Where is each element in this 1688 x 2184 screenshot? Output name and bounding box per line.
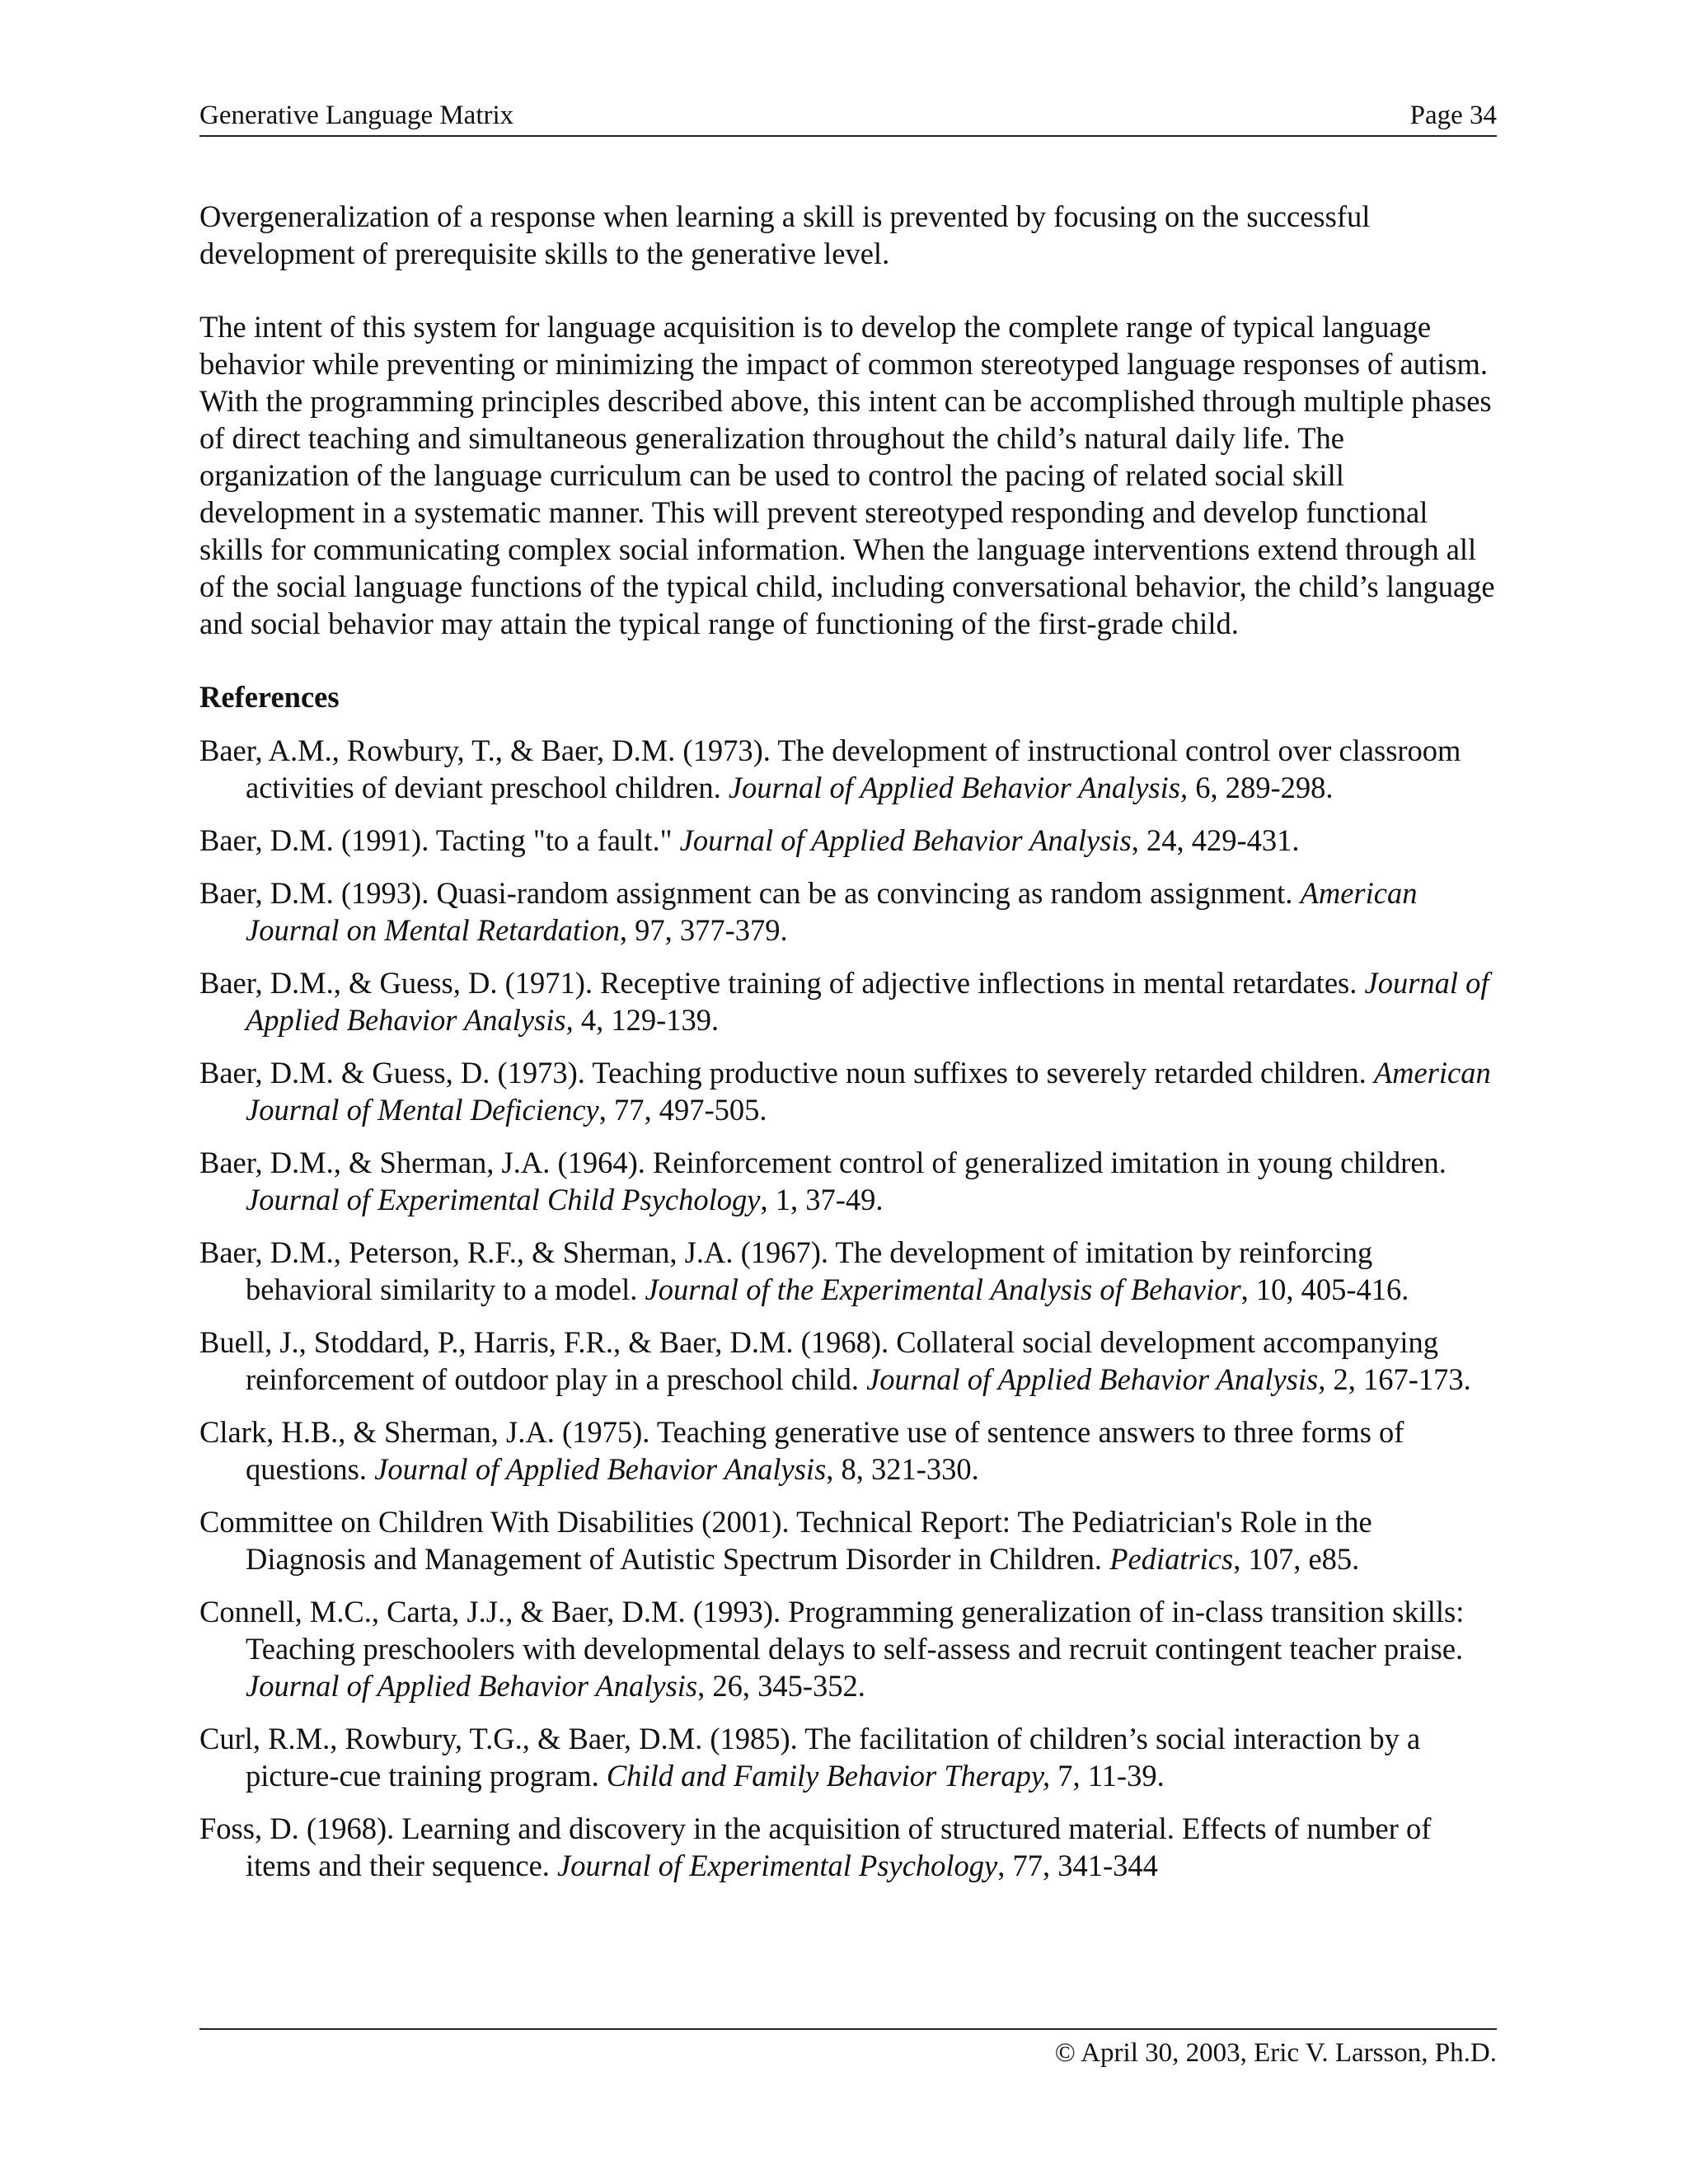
- references-heading: References: [199, 680, 340, 714]
- journal-title: Journal of Experimental Child Psychology: [246, 1183, 761, 1216]
- journal-title: Journal of Applied Behavior Analysis: [246, 1669, 698, 1703]
- reference-item: Baer, D.M. (1991). Tacting "to a fault." Journal of Applied Behavior Analysis, 24, 429-431.: [199, 823, 1300, 857]
- page-footer: [199, 2028, 1497, 2069]
- journal-title: American Journal of Mental Deficiency: [246, 1056, 1491, 1127]
- journal-title: Journal of Applied Behavior Analysis,: [246, 966, 1489, 1037]
- body-paragraph: The intent of this system for language acquisition is to develop the complete range of typical language behavior while preventing or minimizing the impact of common stereotyped language responses of autism. With the programming principles described above, this intent can be accomplished through multiple phases of direct teaching and simultaneous generalization throughout the child’s natural daily life. The organization of the language curriculum can be used to control the pacing of related social skill development in a systematic manner. This will prevent stereotyped responding and develop functional skills for communicating complex social information. When the language interventions extend through all of the social language functions of the typical child, including conversational behavior, the child’s language and social behavior may attain the typical range of functioning of the first-grade child.: [199, 310, 1495, 640]
- journal-title: Pediatrics: [1109, 1542, 1234, 1576]
- reference-item: Baer, D.M., Peterson, R.F., & Sherman, J.A. (1967). The development of imitation by reinforcing behavioral similarity to a model. Journal of the Experimental Analysis of Behavior, 10, 405-416.: [199, 1235, 1409, 1306]
- reference-item: Baer, A.M., Rowbury, T., & Baer, D.M. (1973). The development of instructional control over classroom activities of deviant preschool children. Journal of Applied Behavior Analysis, 6, 289-298.: [199, 733, 1461, 804]
- main-content: [199, 198, 1497, 1900]
- reference-item: Baer, D.M., & Sherman, J.A. (1964). Reinforcement control of generalized imitation in young children. Journal of Experimental Child Psychology, 1, 37-49.: [199, 1146, 1447, 1216]
- journal-title: American Journal on Mental Retardation: [246, 876, 1418, 947]
- reference-item: Baer, D.M. & Guess, D. (1973). Teaching productive noun suffixes to severely retarded children. American Journal of Mental Deficiency, 77, 497-505.: [199, 1056, 1491, 1127]
- reference-item: Baer, D.M., & Guess, D. (1971). Receptive training of adjective inflections in mental retardates. Journal of Applied Behavior Analysis, 4, 129-139.: [199, 966, 1489, 1037]
- journal-title: Journal of Experimental Psychology: [557, 1849, 998, 1882]
- document-title: Generative Language Matrix: [199, 101, 514, 130]
- reference-item: Foss, D. (1968). Learning and discovery in the acquisition of structured material. Effects of number of items and their sequence. Journal of Experimental Psychology, 77, 341-344: [199, 1811, 1432, 1882]
- body-paragraph: Overgeneralization of a response when learning a skill is prevented by focusing on the successful development of prerequisite skills to the generative level.: [199, 199, 1371, 270]
- journal-title: Journal of Applied Behavior Analysis,: [866, 1362, 1326, 1396]
- journal-title: Journal of Applied Behavior Analysis: [679, 823, 1132, 857]
- copyright-notice: © April 30, 2003, Eric V. Larsson, Ph.D.: [1054, 2038, 1497, 2068]
- reference-item: Buell, J., Stoddard, P., Harris, F.R., & Baer, D.M. (1968). Collateral social development accompanying reinforcement of outdoor play in a preschool child. Journal of Applied Behavior Analysis, 2, 167-173.: [199, 1325, 1471, 1396]
- reference-item: Baer, D.M. (1993). Quasi-random assignment can be as convincing as random assignment. American Journal on Mental Retardation, 97, 377-379.: [199, 876, 1418, 947]
- page-number: Page 34: [1409, 101, 1497, 130]
- reference-item: Curl, R.M., Rowbury, T.G., & Baer, D.M. (1985). The facilitation of children’s social interaction by a picture-cue training program. Child and Family Behavior Therapy, 7, 11-39.: [199, 1722, 1421, 1793]
- reference-item: Committee on Children With Disabilities (2001). Technical Report: The Pediatrician's Role in the Diagnosis and Management of Autistic Spectrum Disorder in Children. Pediatrics, 107, e85.: [199, 1505, 1372, 1576]
- journal-title: Journal of Applied Behavior Analysis,: [728, 771, 1189, 804]
- reference-item: Clark, H.B., & Sherman, J.A. (1975). Teaching generative use of sentence answers to three forms of questions. Journal of Applied Behavior Analysis, 8, 321-330.: [199, 1415, 1404, 1486]
- journal-title: Child and Family Behavior Therapy,: [606, 1759, 1051, 1793]
- journal-title: Journal of the Experimental Analysis of Behavior: [645, 1272, 1241, 1306]
- reference-item: Connell, M.C., Carta, J.J., & Baer, D.M. (1993). Programming generalization of in-class transition skills: Teaching preschoolers with developmental delays to self-assess and recruit contingent teacher praise. Journal of Applied Behavior Analysis, 26, 345-352.: [199, 1595, 1465, 1703]
- page-header: [199, 97, 1497, 137]
- journal-title: Journal of Applied Behavior Analysis: [374, 1452, 827, 1486]
- references-list: [199, 732, 1497, 1884]
